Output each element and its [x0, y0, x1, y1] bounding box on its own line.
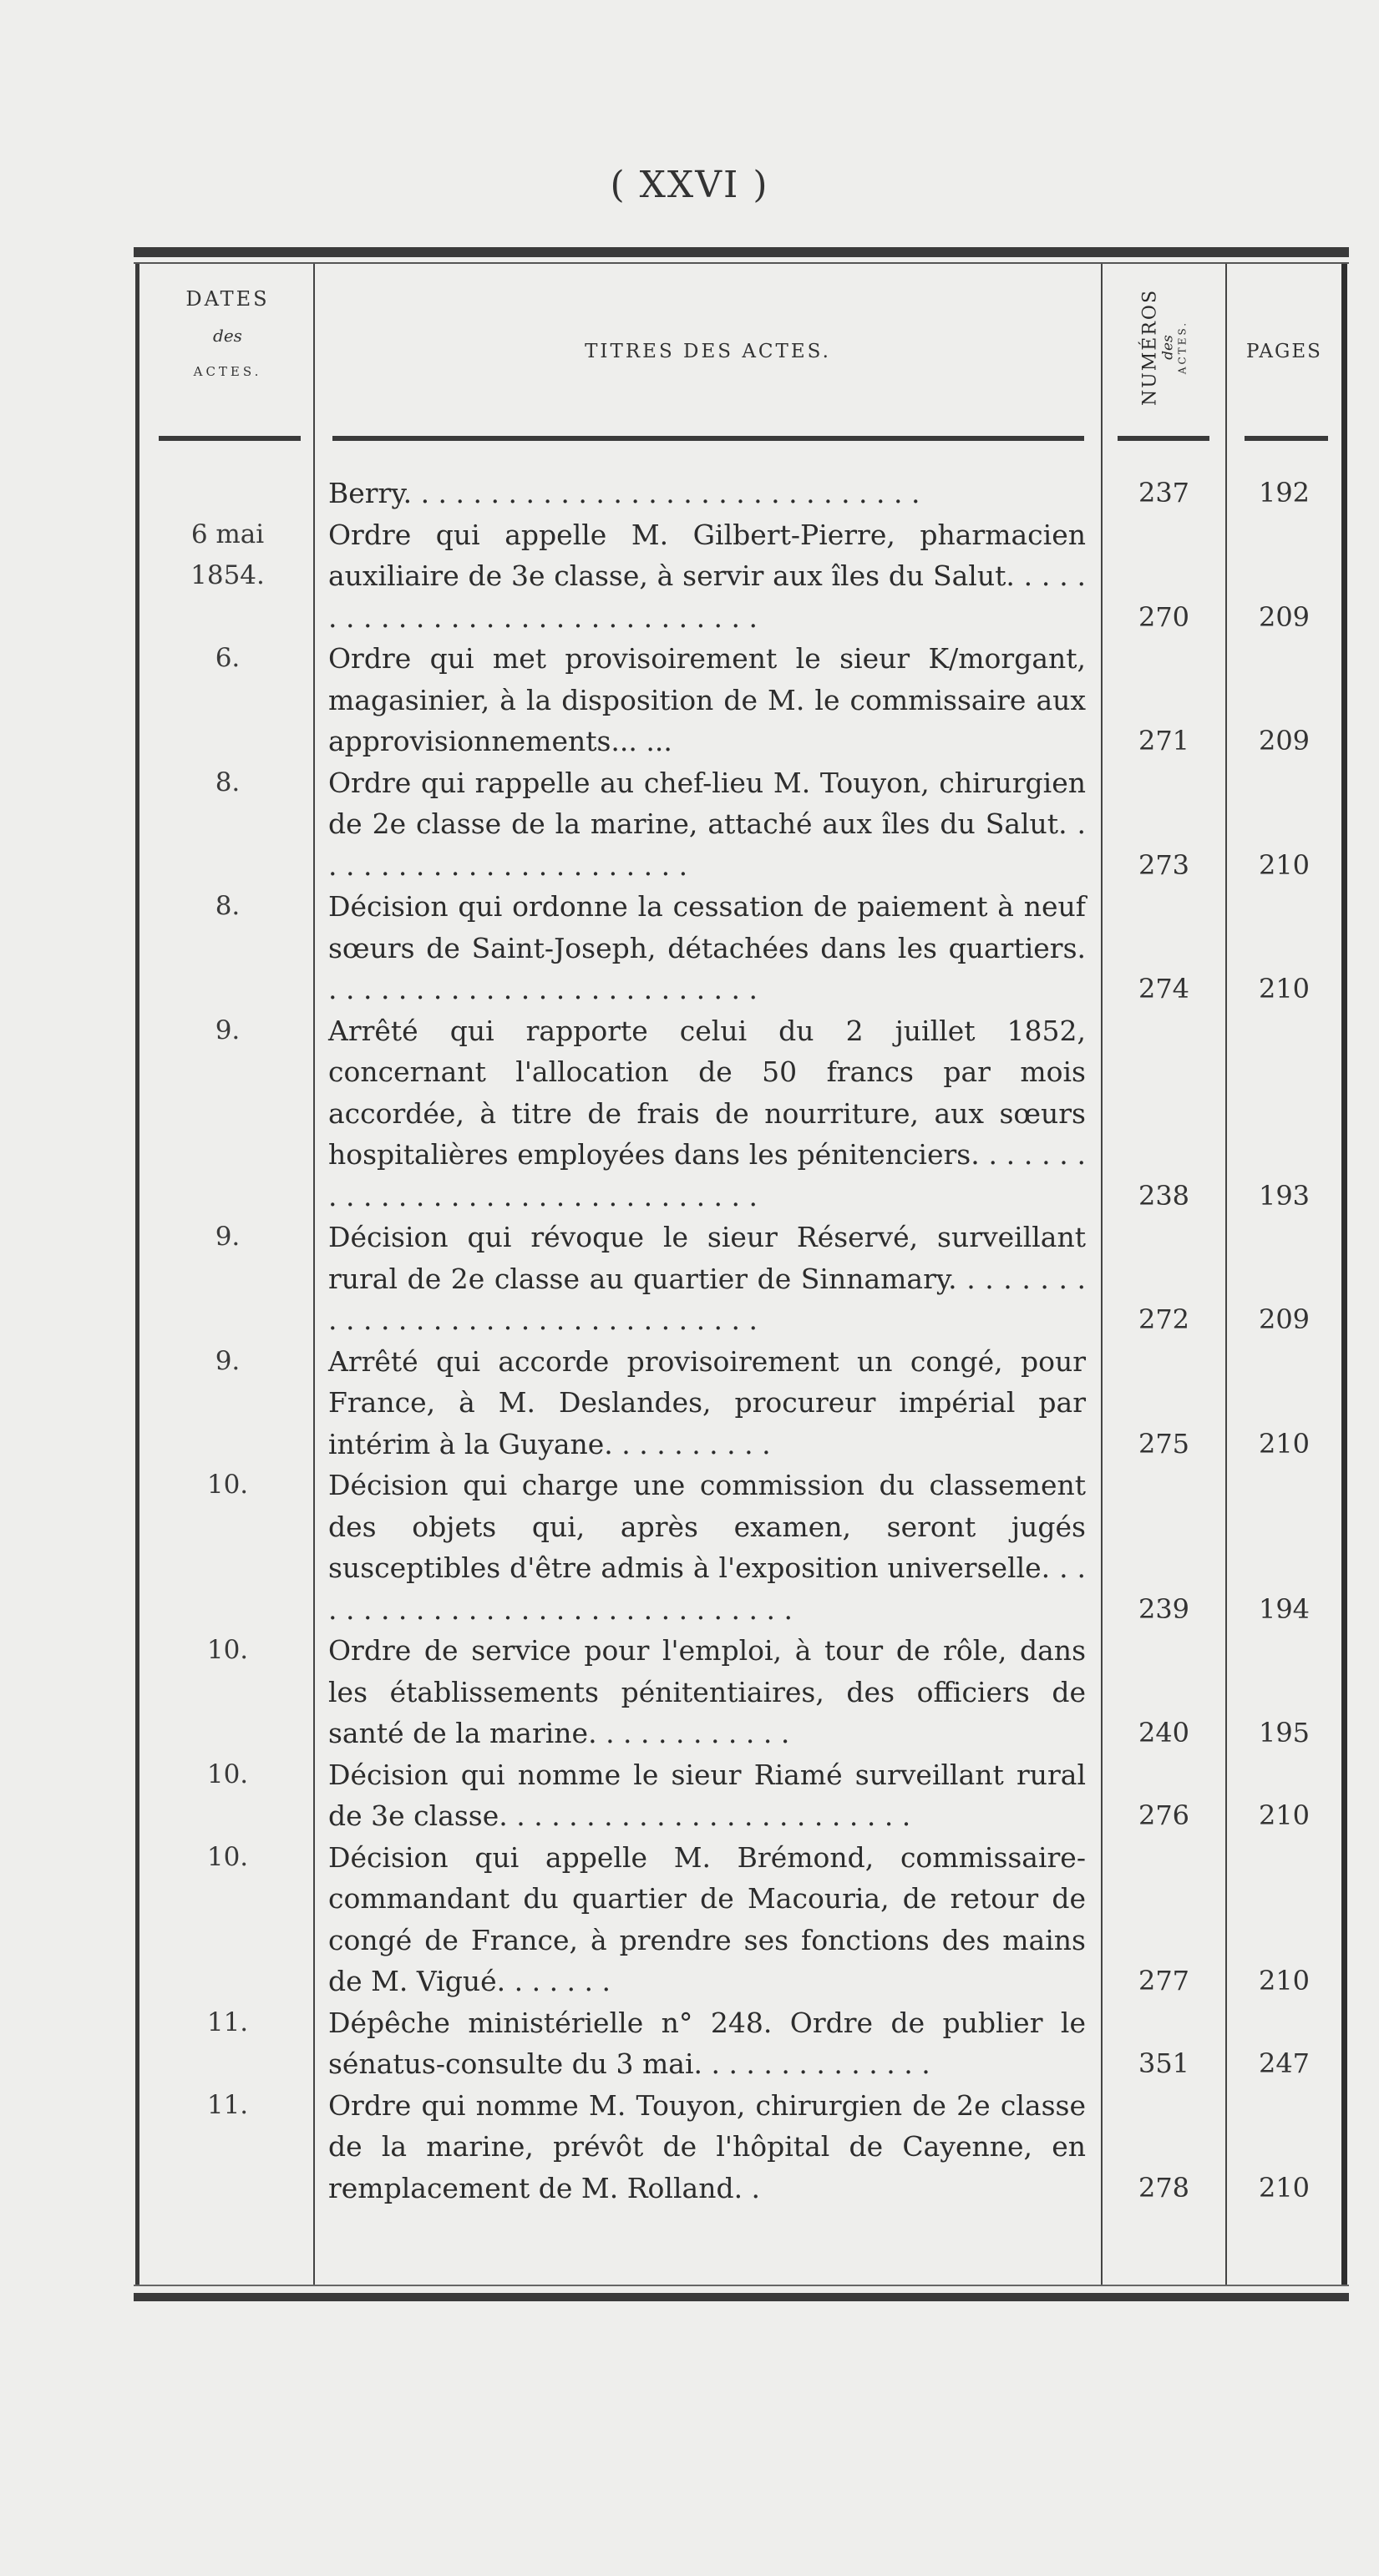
row-title: Décision qui nomme le sieur Riamé surveillant rural de 3e classe. . . . . . . . . . . . . . . . . . . . . . . . [328, 1758, 1086, 1832]
row-date: 8. [215, 767, 241, 797]
header-dates-line2: des [213, 326, 242, 346]
row-title: Ordre qui nomme M. Touyon, chirurgien de 2e classe de la marine, prévôt de l'hôpital de Cayenne, en remplacement de M. Rolland. . [328, 2088, 1086, 2204]
row-title: Arrêté qui accorde provisoirement un congé, pour France, à M. Deslandes, procureur impérial par intérim à la Guyane. . . . . . . . . . [328, 1344, 1086, 1460]
row-date: 11. [206, 2089, 249, 2120]
row-title: Ordre qui rappelle au chef-lieu M. Touyon, chirurgien de 2e classe de la marine, attaché aux îles du Salut. . . . . . . . . . . . . . . . . . . . . . . [328, 766, 1086, 882]
row-act-number: 276 [1138, 1799, 1190, 1831]
table-row [134, 1630, 1349, 1754]
header-numbers-line2: des [1159, 335, 1177, 360]
row-title: Arrêté qui rapporte celui du 2 juillet 1852, concernant l'allocation de 50 francs par mois accordée, à titre de frais de nourriture, aux sœurs hospitalières employées dans les pénitenciers. . . . . . . . . . . . . . . . . . . . . . . . . . . . . . . . [328, 1014, 1086, 1212]
row-act-number: 273 [1138, 848, 1190, 881]
row-page: 209 [1258, 600, 1311, 633]
table-row [134, 762, 1349, 887]
row-act-number: 277 [1138, 1965, 1190, 1997]
row-page: 209 [1258, 725, 1311, 757]
row-title: Berry. . . . . . . . . . . . . . . . . . . . . . . . . . . . . . [328, 477, 920, 509]
row-date: 9. [215, 1015, 241, 1045]
table-row [134, 2002, 1349, 2085]
header-titles: TITRES DES ACTES. [585, 341, 831, 362]
table-row [134, 1010, 1349, 1217]
row-act-number: 237 [1138, 477, 1190, 509]
row-page: 210 [1258, 973, 1311, 1005]
row-title: Décision qui charge une commission du classement des objets qui, après examen, seront jugés susceptibles d'être admis à l'exposition universelle. . . . . . . . . . . . . . . . . . . . . . . . . . . . . . [328, 1469, 1086, 1626]
row-page: 209 [1258, 1303, 1311, 1335]
page-number: ( XXVI ) [610, 164, 769, 206]
row-page: 210 [1258, 1965, 1311, 1997]
bottom-rule-thin [134, 2285, 1349, 2286]
row-page: 247 [1258, 2047, 1311, 2079]
row-act-number: 351 [1138, 2047, 1190, 2079]
header-numbers-line1: NUMÉROS [1139, 288, 1161, 407]
row-page: 194 [1258, 1592, 1311, 1625]
row-act-number: 270 [1138, 600, 1190, 633]
header-numbers [1103, 272, 1225, 423]
row-act-number: 274 [1138, 973, 1190, 1005]
row-page: 210 [1258, 1427, 1311, 1460]
top-rule-thin [134, 262, 1349, 264]
table-row [134, 1341, 1349, 1465]
header-underline-dates [159, 436, 301, 441]
row-date: 6. [215, 643, 241, 673]
top-rule [134, 247, 1349, 257]
row-title: Ordre qui appelle M. Gilbert-Pierre, pharmacien auxiliaire de 3e classe, à servir aux îles du Salut. . . . . . . . . . . . . . . . . . . . . . . . . . . . . . [328, 518, 1086, 634]
row-date: 6 mai 1854. [190, 519, 265, 590]
table-row [134, 514, 1349, 639]
header-underline-pages [1245, 436, 1328, 441]
table-body [134, 473, 1349, 2209]
row-date: 10. [206, 1759, 249, 1789]
table-row [134, 1217, 1349, 1341]
table-row [134, 473, 1349, 514]
row-title: Ordre qui met provisoirement le sieur K/morgant, magasinier, à la disposition de M. le commissaire aux approvisionnements... ... [328, 642, 1086, 757]
header-numbers-line3: ACTES. [1176, 320, 1189, 375]
table-row [134, 886, 1349, 1010]
row-page: 210 [1258, 1799, 1311, 1831]
index-table [134, 247, 1349, 2301]
header-underline-numbers [1118, 436, 1209, 441]
row-act-number: 239 [1138, 1592, 1190, 1625]
row-title: Dépêche ministérielle n° 248. Ordre de publier le sénatus-consulte du 3 mai. . . . . . . . . . . . . . [328, 2006, 1086, 2080]
table-row [134, 1754, 1349, 1837]
table-row [134, 1837, 1349, 2002]
row-act-number: 240 [1138, 1717, 1190, 1749]
row-date: 10. [206, 1635, 249, 1665]
table-row [134, 638, 1349, 762]
bottom-rule [134, 2293, 1349, 2301]
header-dates-line1: DATES [185, 287, 270, 311]
table-row [134, 1465, 1349, 1630]
row-page: 210 [1258, 848, 1311, 881]
row-date: 9. [215, 1222, 241, 1252]
row-date: 10. [206, 1841, 249, 1872]
row-page: 192 [1258, 477, 1311, 509]
row-date: 11. [206, 2007, 249, 2037]
row-title: Décision qui appelle M. Brémond, commissaire-commandant du quartier de Macouria, de retour de congé de France, à prendre ses fonctions des mains de M. Vigué. . . . . . . [328, 1840, 1086, 1997]
row-page: 195 [1258, 1717, 1311, 1749]
header-underline-titles [332, 436, 1084, 441]
row-act-number: 271 [1138, 725, 1190, 757]
header-pages: PAGES [1246, 341, 1322, 362]
table-row [134, 2085, 1349, 2209]
row-date: 10. [206, 1470, 249, 1500]
row-date: 8. [215, 891, 241, 921]
row-act-number: 238 [1138, 1179, 1190, 1212]
row-act-number: 275 [1138, 1427, 1190, 1460]
row-page: 193 [1258, 1179, 1311, 1212]
row-act-number: 272 [1138, 1303, 1190, 1335]
row-date: 9. [215, 1345, 241, 1376]
row-title: Décision qui révoque le sieur Réservé, surveillant rural de 2e classe au quartier de Sinnamary. . . . . . . . . . . . . . . . . . . . . . . . . . . . . . . . . [328, 1221, 1086, 1336]
row-act-number: 278 [1138, 2171, 1190, 2204]
row-title: Décision qui ordonne la cessation de paiement à neuf sœurs de Saint-Joseph, détachées dans les quartiers. . . . . . . . . . . . . . . . . . . . . . . . . . [328, 890, 1086, 1005]
row-page: 210 [1258, 2171, 1311, 2204]
row-title: Ordre de service pour l'emploi, à tour de rôle, dans les établissements pénitentiaires, des officiers de santé de la marine. . . . . . . . . . . . [328, 1634, 1086, 1749]
header-dates-line3: ACTES. [193, 364, 262, 379]
